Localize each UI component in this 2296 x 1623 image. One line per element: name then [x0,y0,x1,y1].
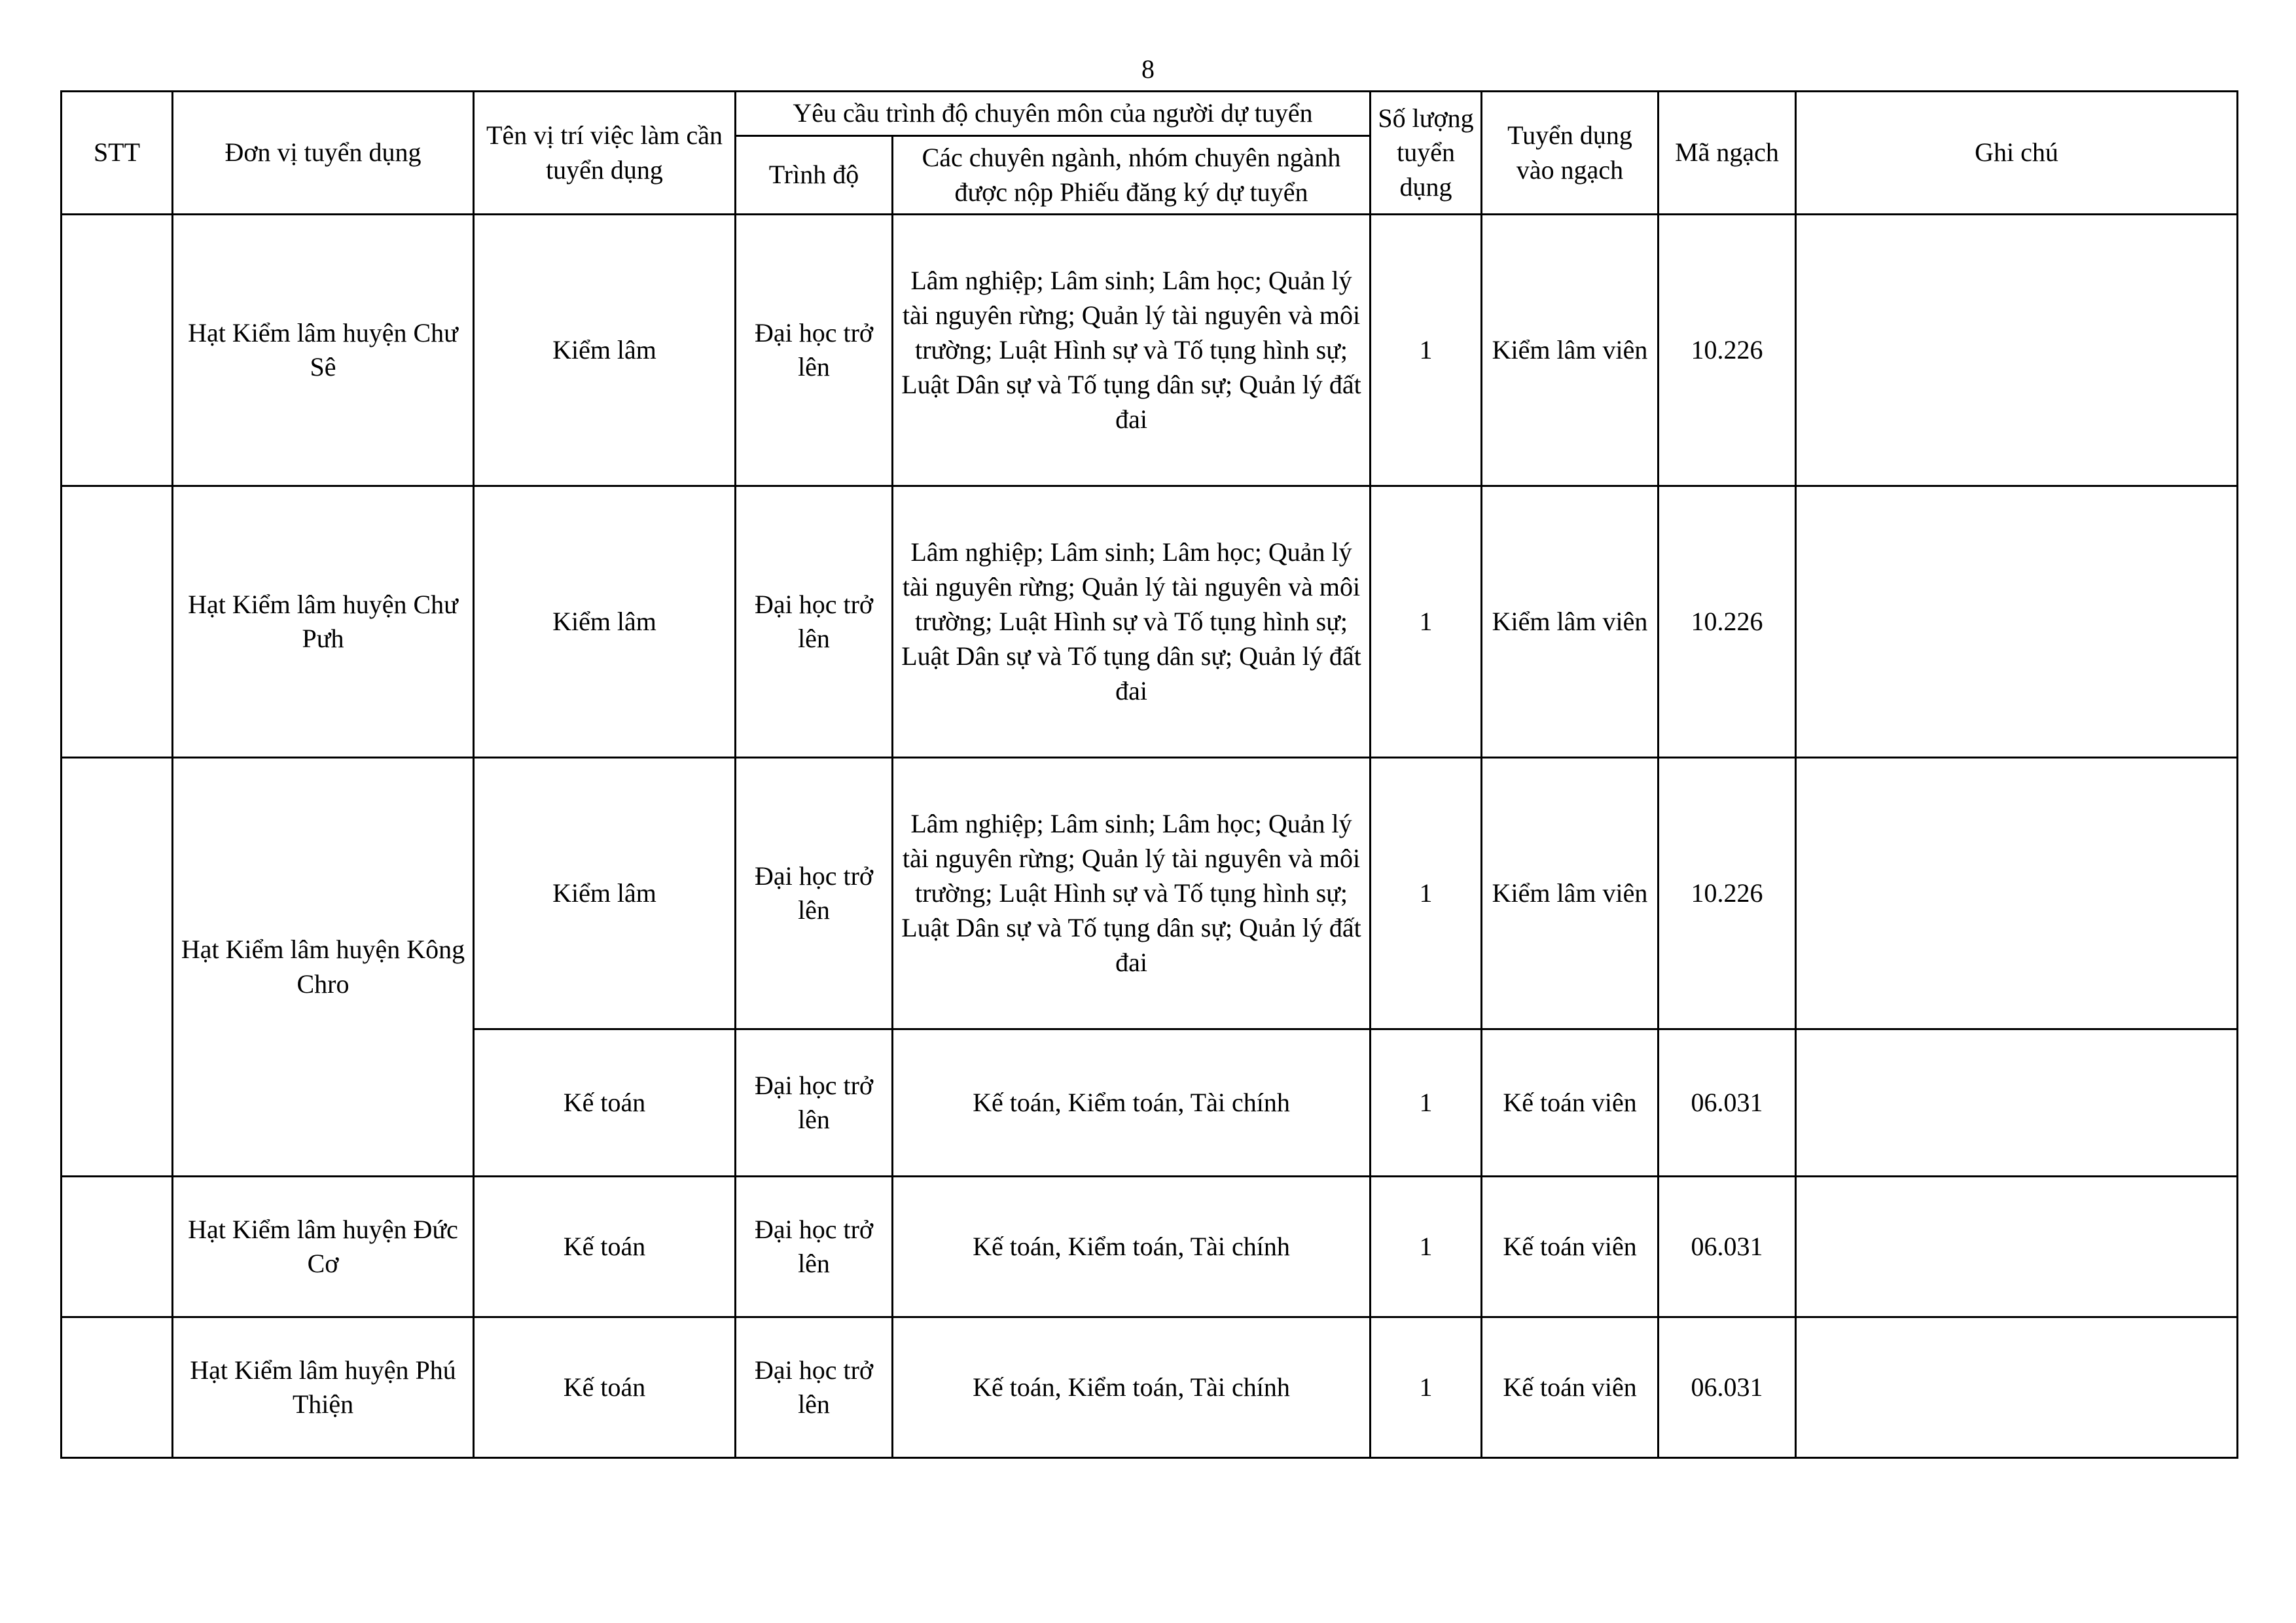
cell-level: Đại học trở lên [736,486,893,758]
cell-quantity: 1 [1371,1177,1482,1317]
header-requirement-group: Yêu cầu trình độ chuyên môn của người dự tuyển [736,92,1371,136]
cell-quantity: 1 [1371,1029,1482,1177]
cell-unit: Hạt Kiểm lâm huyện Chư Pưh [173,486,474,758]
cell-stt [62,1177,173,1317]
cell-level: Đại học trở lên [736,758,893,1029]
cell-stt [62,758,173,1177]
table-row [62,1177,2238,1317]
cell-unit: Hạt Kiểm lâm huyện Chư Sê [173,215,474,486]
page-number: 8 [1141,54,1155,84]
cell-code: 06.031 [1659,1317,1796,1458]
cell-majors: Lâm nghiệp; Lâm sinh; Lâm học; Quản lý tài nguyên rừng; Quản lý tài nguyên và môi trường; Luật Hình sự và Tố tụng hình sự; Luật Dân sự và Tố tụng dân sự; Quản lý đất đai [893,758,1371,1029]
cell-majors: Kế toán, Kiểm toán, Tài chính [893,1177,1371,1317]
header-unit: Đơn vị tuyển dụng [173,92,474,215]
header-level: Trình độ [736,135,893,215]
cell-level: Đại học trở lên [736,215,893,486]
header-stt: STT [62,92,173,215]
cell-code: 10.226 [1659,758,1796,1029]
header-note: Ghi chú [1796,92,2238,215]
header-majors: Các chuyên ngành, nhóm chuyên ngành được nộp Phiếu đăng ký dự tuyển [893,135,1371,215]
cell-code: 10.226 [1659,215,1796,486]
cell-note [1796,1029,2238,1177]
cell-majors: Kế toán, Kiểm toán, Tài chính [893,1029,1371,1177]
header-quantity: Số lượng tuyển dụng [1371,92,1482,215]
cell-note [1796,1317,2238,1458]
cell-stt [62,486,173,758]
cell-note [1796,486,2238,758]
table-row [62,486,2238,758]
cell-quantity: 1 [1371,758,1482,1029]
cell-note [1796,1177,2238,1317]
table-row [62,758,2238,1029]
cell-position: Kiểm lâm [474,215,736,486]
cell-unit: Hạt Kiểm lâm huyện Đức Cơ [173,1177,474,1317]
cell-majors: Lâm nghiệp; Lâm sinh; Lâm học; Quản lý tài nguyên rừng; Quản lý tài nguyên và môi trường; Luật Hình sự và Tố tụng hình sự; Luật Dân sự và Tố tụng dân sự; Quản lý đất đai [893,486,1371,758]
cell-quantity: 1 [1371,486,1482,758]
cell-majors: Lâm nghiệp; Lâm sinh; Lâm học; Quản lý tài nguyên rừng; Quản lý tài nguyên và môi trường; Luật Hình sự và Tố tụng hình sự; Luật Dân sự và Tố tụng dân sự; Quản lý đất đai [893,215,1371,486]
cell-position: Kế toán [474,1317,736,1458]
cell-recruit-rank: Kiểm lâm viên [1482,758,1659,1029]
table-row [62,215,2238,486]
cell-stt [62,215,173,486]
cell-position: Kế toán [474,1177,736,1317]
cell-position: Kế toán [474,1029,736,1177]
cell-recruit-rank: Kiểm lâm viên [1482,215,1659,486]
recruitment-table-wrapper [60,90,2236,1459]
cell-code: 10.226 [1659,486,1796,758]
cell-code: 06.031 [1659,1177,1796,1317]
cell-position: Kiểm lâm [474,758,736,1029]
cell-unit: Hạt Kiểm lâm huyện Phú Thiện [173,1317,474,1458]
cell-recruit-rank: Kế toán viên [1482,1177,1659,1317]
header-position: Tên vị trí việc làm cần tuyển dụng [474,92,736,215]
table-header-row-1 [62,92,2238,136]
cell-stt [62,1317,173,1458]
cell-quantity: 1 [1371,1317,1482,1458]
cell-recruit-rank: Kiểm lâm viên [1482,486,1659,758]
cell-majors: Kế toán, Kiểm toán, Tài chính [893,1317,1371,1458]
cell-unit: Hạt Kiểm lâm huyện Kông Chro [173,758,474,1177]
cell-recruit-rank: Kế toán viên [1482,1029,1659,1177]
cell-code: 06.031 [1659,1029,1796,1177]
table-row [62,1317,2238,1458]
cell-recruit-rank: Kế toán viên [1482,1317,1659,1458]
recruitment-table [60,90,2238,1459]
header-code: Mã ngạch [1659,92,1796,215]
cell-quantity: 1 [1371,215,1482,486]
cell-note [1796,215,2238,486]
cell-position: Kiểm lâm [474,486,736,758]
cell-level: Đại học trở lên [736,1317,893,1458]
header-recruit-rank: Tuyển dụng vào ngạch [1482,92,1659,215]
cell-level: Đại học trở lên [736,1029,893,1177]
cell-note [1796,758,2238,1029]
cell-level: Đại học trở lên [736,1177,893,1317]
